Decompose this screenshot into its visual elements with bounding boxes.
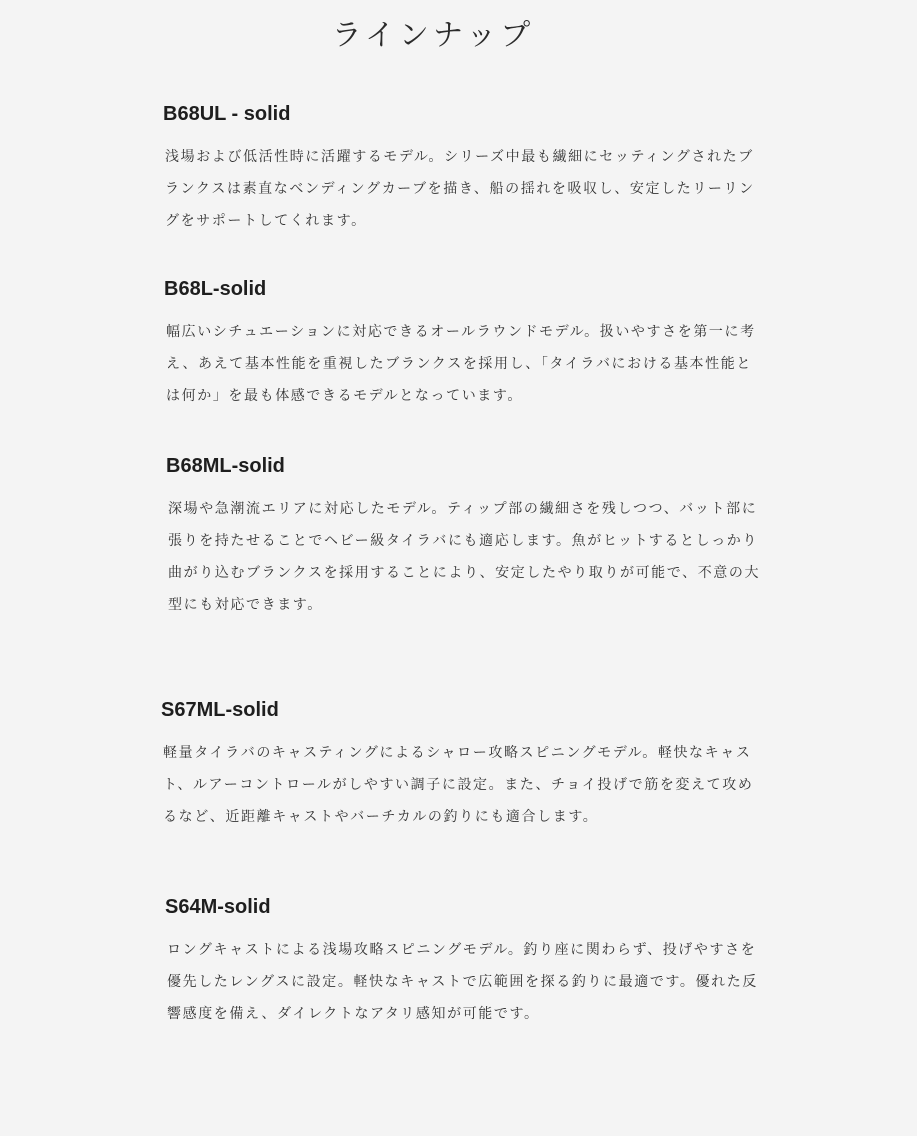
model-name: B68ML-solid — [166, 455, 285, 477]
model-description: 深場や急潮流エリアに対応したモデル。ティップ部の繊細さを残しつつ、バット部に張りを持たせることでヘビー級タイラバにも適応します。魚がヒットするとしっかり曲がり込むブランクスを採用することにより、安定したやり取りが可能で、不意の大型にも対応できます。 — [168, 501, 761, 613]
model-description: 軽量タイラバのキャスティングによるシャロー攻略スピニングモデル。軽快なキャスト、ルアーコントロールがしやすい調子に設定。また、チョイ投げで筋を変えて攻めるなど、近距離キャストやバーチカルの釣りにも適合します。 — [163, 745, 754, 825]
model-name: B68L-solid — [164, 278, 267, 300]
model-section-s64m — [165, 893, 785, 1030]
model-section-b68l — [164, 275, 784, 412]
model-section-b68ul — [163, 100, 783, 237]
model-name: S64M-solid — [165, 896, 271, 918]
model-description: 幅広いシチュエーションに対応できるオールラウンドモデル。扱いやすさを第一に考え、あえて基本性能を重視したブランクスを採用し、「タイラバにおける基本性能とは何か」を最も体感できるモデルとなっています。 — [166, 324, 756, 404]
model-name: S67ML-solid — [161, 699, 279, 721]
model-section-s67ml — [161, 696, 781, 833]
model-section-b68ml — [166, 452, 786, 621]
page-title: ラインナップ — [331, 18, 535, 53]
model-name: B68UL - solid — [163, 103, 291, 125]
model-description: 浅場および低活性時に活躍するモデル。シリーズ中最も繊細にセッティングされたブランクスは素直なベンディングカーブを描き、船の揺れを吸収し、安定したリーリングをサポートしてくれます。 — [165, 149, 755, 229]
model-description: ロングキャストによる浅場攻略スピニングモデル。釣り座に関わらず、投げやすさを優先したレングスに設定。軽快なキャストで広範囲を探る釣りに最適です。優れた反響感度を備え、ダイレクトなアタリ感知が可能です。 — [167, 942, 758, 1022]
